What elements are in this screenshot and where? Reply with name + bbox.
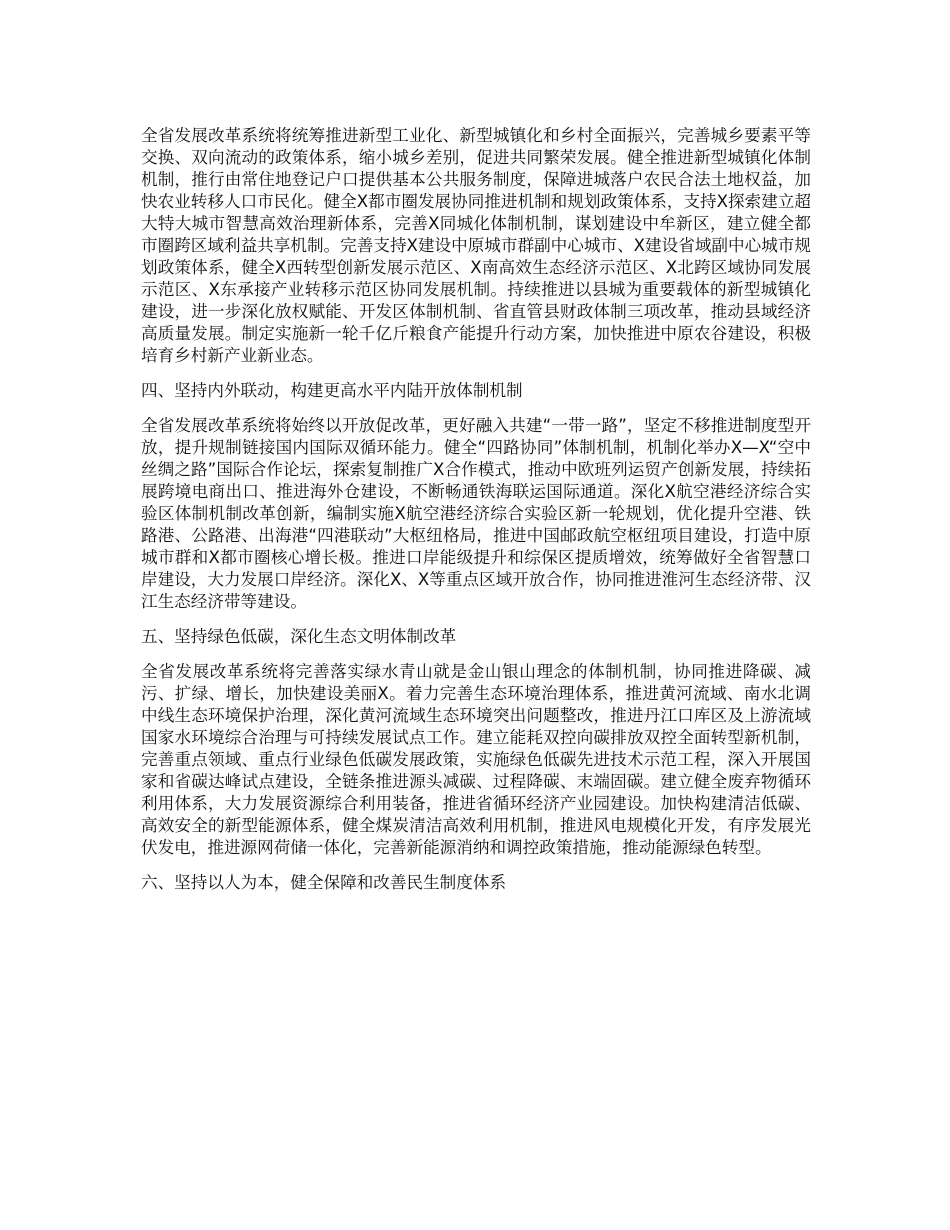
paragraph-green-low-carbon: 全省发展改革系统将完善落实绿水青山就是金山银山理念的体制机制，协同推进降碳、减污、扩绿、增长，加快建设美丽X。着力完善生态环境治理体系，推进黄河流域、南水北调中线生态环境保护治理，深化黄河流域生态环境突出问题整改，推进丹江口库区及上游流域国家水环境综合治理与可持续发展试点工作。建立能耗双控向碳排放双控全面转型新机制，完善重点领域、重点行业绿色低碳发展政策，实施绿色低碳先进技术示范工程，深入开展国家和省碳达峰试点建设，全链条推进源头减碳、过程降碳、末端固碳。建立健全废弃物循环利用体系，大力发展资源综合利用装备，推进省循环经济产业园建设。加快构建清洁低碳、高效安全的新型能源体系，健全煤炭清洁高效利用机制，推进风电规模化开发，有序发展光伏发电，推进源网荷储一体化，完善新能源消纳和调控政策措施，推动能源绿色转型。 bbox=[141, 662, 811, 857]
document-page bbox=[141, 125, 811, 907]
paragraph-urban-rural-integration: 全省发展改革系统将统筹推进新型工业化、新型城镇化和乡村全面振兴，完善城乡要素平等交换、双向流动的政策体系，缩小城乡差别，促进共同繁荣发展。健全推进新型城镇化体制机制，推行由常住地登记户口提供基本公共服务制度，保障进城落户农民合法土地权益，加快农业转移人口市民化。健全X都市圈发展协同推进机制和规划政策体系，支持X探索建立超大特大城市智慧高效治理新体系，完善X同城化体制机制，谋划建设中牟新区，建立健全都市圈跨区域利益共享机制。完善支持X建设中原城市群副中心城市、X建设省域副中心城市规划政策体系，健全X西转型创新发展示范区、X南高效生态经济示范区、X北跨区域协同发展示范区、X东承接产业转移示范区协同发展机制。持续推进以县城为重要载体的新型城镇化建设，进一步深化放权赋能、开发区体制机制、省直管县财政体制三项改革，推动县域经济高质量发展。制定实施新一轮千亿斤粮食产能提升行动方案，加快推进中原农谷建设，积极培育乡村新产业新业态。 bbox=[141, 126, 811, 365]
section-heading-livelihood: 六、坚持以人为本，健全保障和改善民生制度体系 bbox=[141, 873, 507, 892]
section-heading-opening-up: 四、坚持内外联动，构建更高水平内陆开放体制机制 bbox=[141, 381, 523, 400]
section-heading-green-low-carbon: 五、坚持绿色低碳，深化生态文明体制改革 bbox=[141, 627, 457, 646]
paragraph-opening-up: 全省发展改革系统将始终以开放促改革，更好融入共建“一带一路”，坚定不移推进制度型开放，提升规制链接国内国际双循环能力。健全“四路协同”体制机制，机制化举办X—X“空中丝绸之路”国际合作论坛，探索复制推广X合作模式，推动中欧班列运贸产创新发展，持续拓展跨境电商出口、推进海外仓建设，不断畅通铁海联运国际通道。深化X航空港经济综合实验区体制机制改革创新，编制实施X航空港经济综合实验区新一轮规划，优化提升空港、铁路港、公路港、出海港“四港联动”大枢纽格局，推进中国邮政航空枢纽项目建设，打造中原城市群和X都市圈核心增长极。推进口岸能级提升和综保区提质增效，统筹做好全省智慧口岸建设，大力发展口岸经济。深化X、X等重点区域开放合作，协同推进淮河生态经济带、汉江生态经济带等建设。 bbox=[141, 416, 811, 611]
